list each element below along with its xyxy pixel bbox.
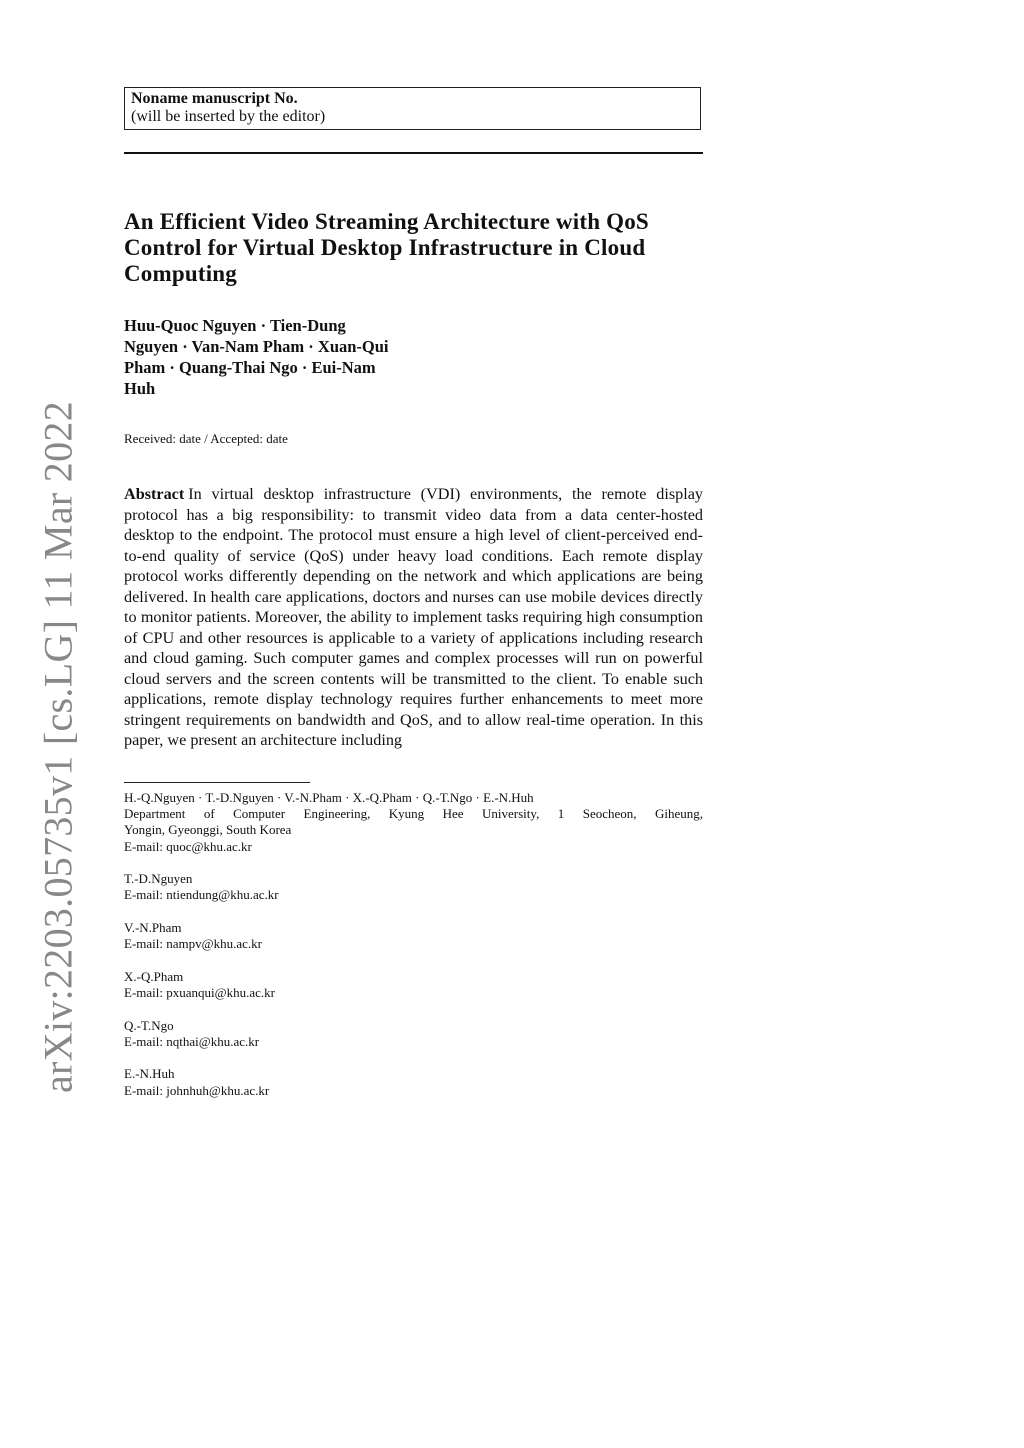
received-accepted-date: Received: date / Accepted: date (124, 431, 288, 446)
contact-entry (124, 920, 703, 952)
contact-name: X.-Q.Pham (124, 968, 184, 984)
author-line: Huu-Quoc Nguyen · Tien-Dung (124, 316, 346, 335)
contact-email: E-mail: ntiendung@khu.ac.kr (124, 887, 279, 903)
editor-note-box (124, 87, 701, 130)
contact-entry (124, 969, 703, 1001)
header-rule (124, 152, 703, 154)
contact-name: E.-N.Huh (124, 1066, 175, 1082)
contact-entry (124, 1066, 703, 1098)
author-line: Pham · Quang-Thai Ngo · Eui-Nam (124, 358, 376, 377)
contact-name: T.-D.Nguyen (124, 871, 193, 887)
abstract-label: Abstract (124, 485, 185, 503)
contact-email: E-mail: johnhuh@khu.ac.kr (124, 1082, 270, 1098)
contact-email: E-mail: pxuanqui@khu.ac.kr (124, 985, 275, 1000)
primary-email: E-mail: quoc@khu.ac.kr (124, 838, 252, 854)
manuscript-number-label: Noname manuscript No. (131, 90, 298, 107)
contact-name: V.-N.Pham (124, 920, 182, 935)
contact-entry (124, 1018, 703, 1050)
author-names-line: H.-Q.Nguyen · T.-D.Nguyen · V.-N.Pham · X.-Q.Pham · Q.-T.Ngo · E.-N.Huh (124, 790, 534, 805)
department-line: Department of Computer Engineering, Kyung Hee University, 1 Seocheon, Giheung, (124, 806, 703, 822)
contact-email: E-mail: nqthai@khu.ac.kr (124, 1033, 260, 1049)
contact-entry (124, 871, 703, 903)
author-list (124, 315, 469, 399)
author-line: Huh (124, 379, 156, 398)
arxiv-identifier-stamp: arXiv:2203.05735v1 [cs.LG] 11 Mar 2022 (35, 400, 81, 1094)
author-line: Nguyen · Van-Nam Pham · Xuan-Qui (124, 337, 389, 356)
paper-title: An Efficient Video Streaming Architecture with QoS Control for Virtual Desktop Infrastructure in Cloud Computing (124, 209, 649, 286)
footnote-rule (124, 782, 310, 783)
abstract-section (124, 484, 703, 751)
affiliation-footnote (124, 790, 703, 1099)
editor-note-text: (will be inserted by the editor) (131, 108, 326, 125)
contact-email: E-mail: nampv@khu.ac.kr (124, 936, 262, 952)
city-line: Yongin, Gyeonggi, South Korea (124, 822, 292, 838)
contact-name: Q.-T.Ngo (124, 1017, 174, 1033)
abstract-text: In virtual desktop infrastructure (VDI) environments, the remote display protocol has a big responsibility: to transmit video data from a data center-hosted desktop to the endpoint. The protocol must ensure a high level of client-perceived end-to-end quality of service (QoS) under heavy load conditions. Each remote display protocol works differently depending on the network and which applications are being delivered. In health care applications, doctors and nurses can use mobile devices directly to monitor patients. Moreover, the ability to implement tasks requiring high consumption of CPU and other resources is applicable to a variety of applications including research and cloud gaming. Such computer games and complex processes will run on powerful cloud servers and the screen contents will be transmitted to the client. To enable such applications, remote display technology requires further enhancements to meet more stringent requirements on bandwidth and QoS, and to allow real-time operation. In this paper, we present an architecture including (124, 485, 703, 749)
